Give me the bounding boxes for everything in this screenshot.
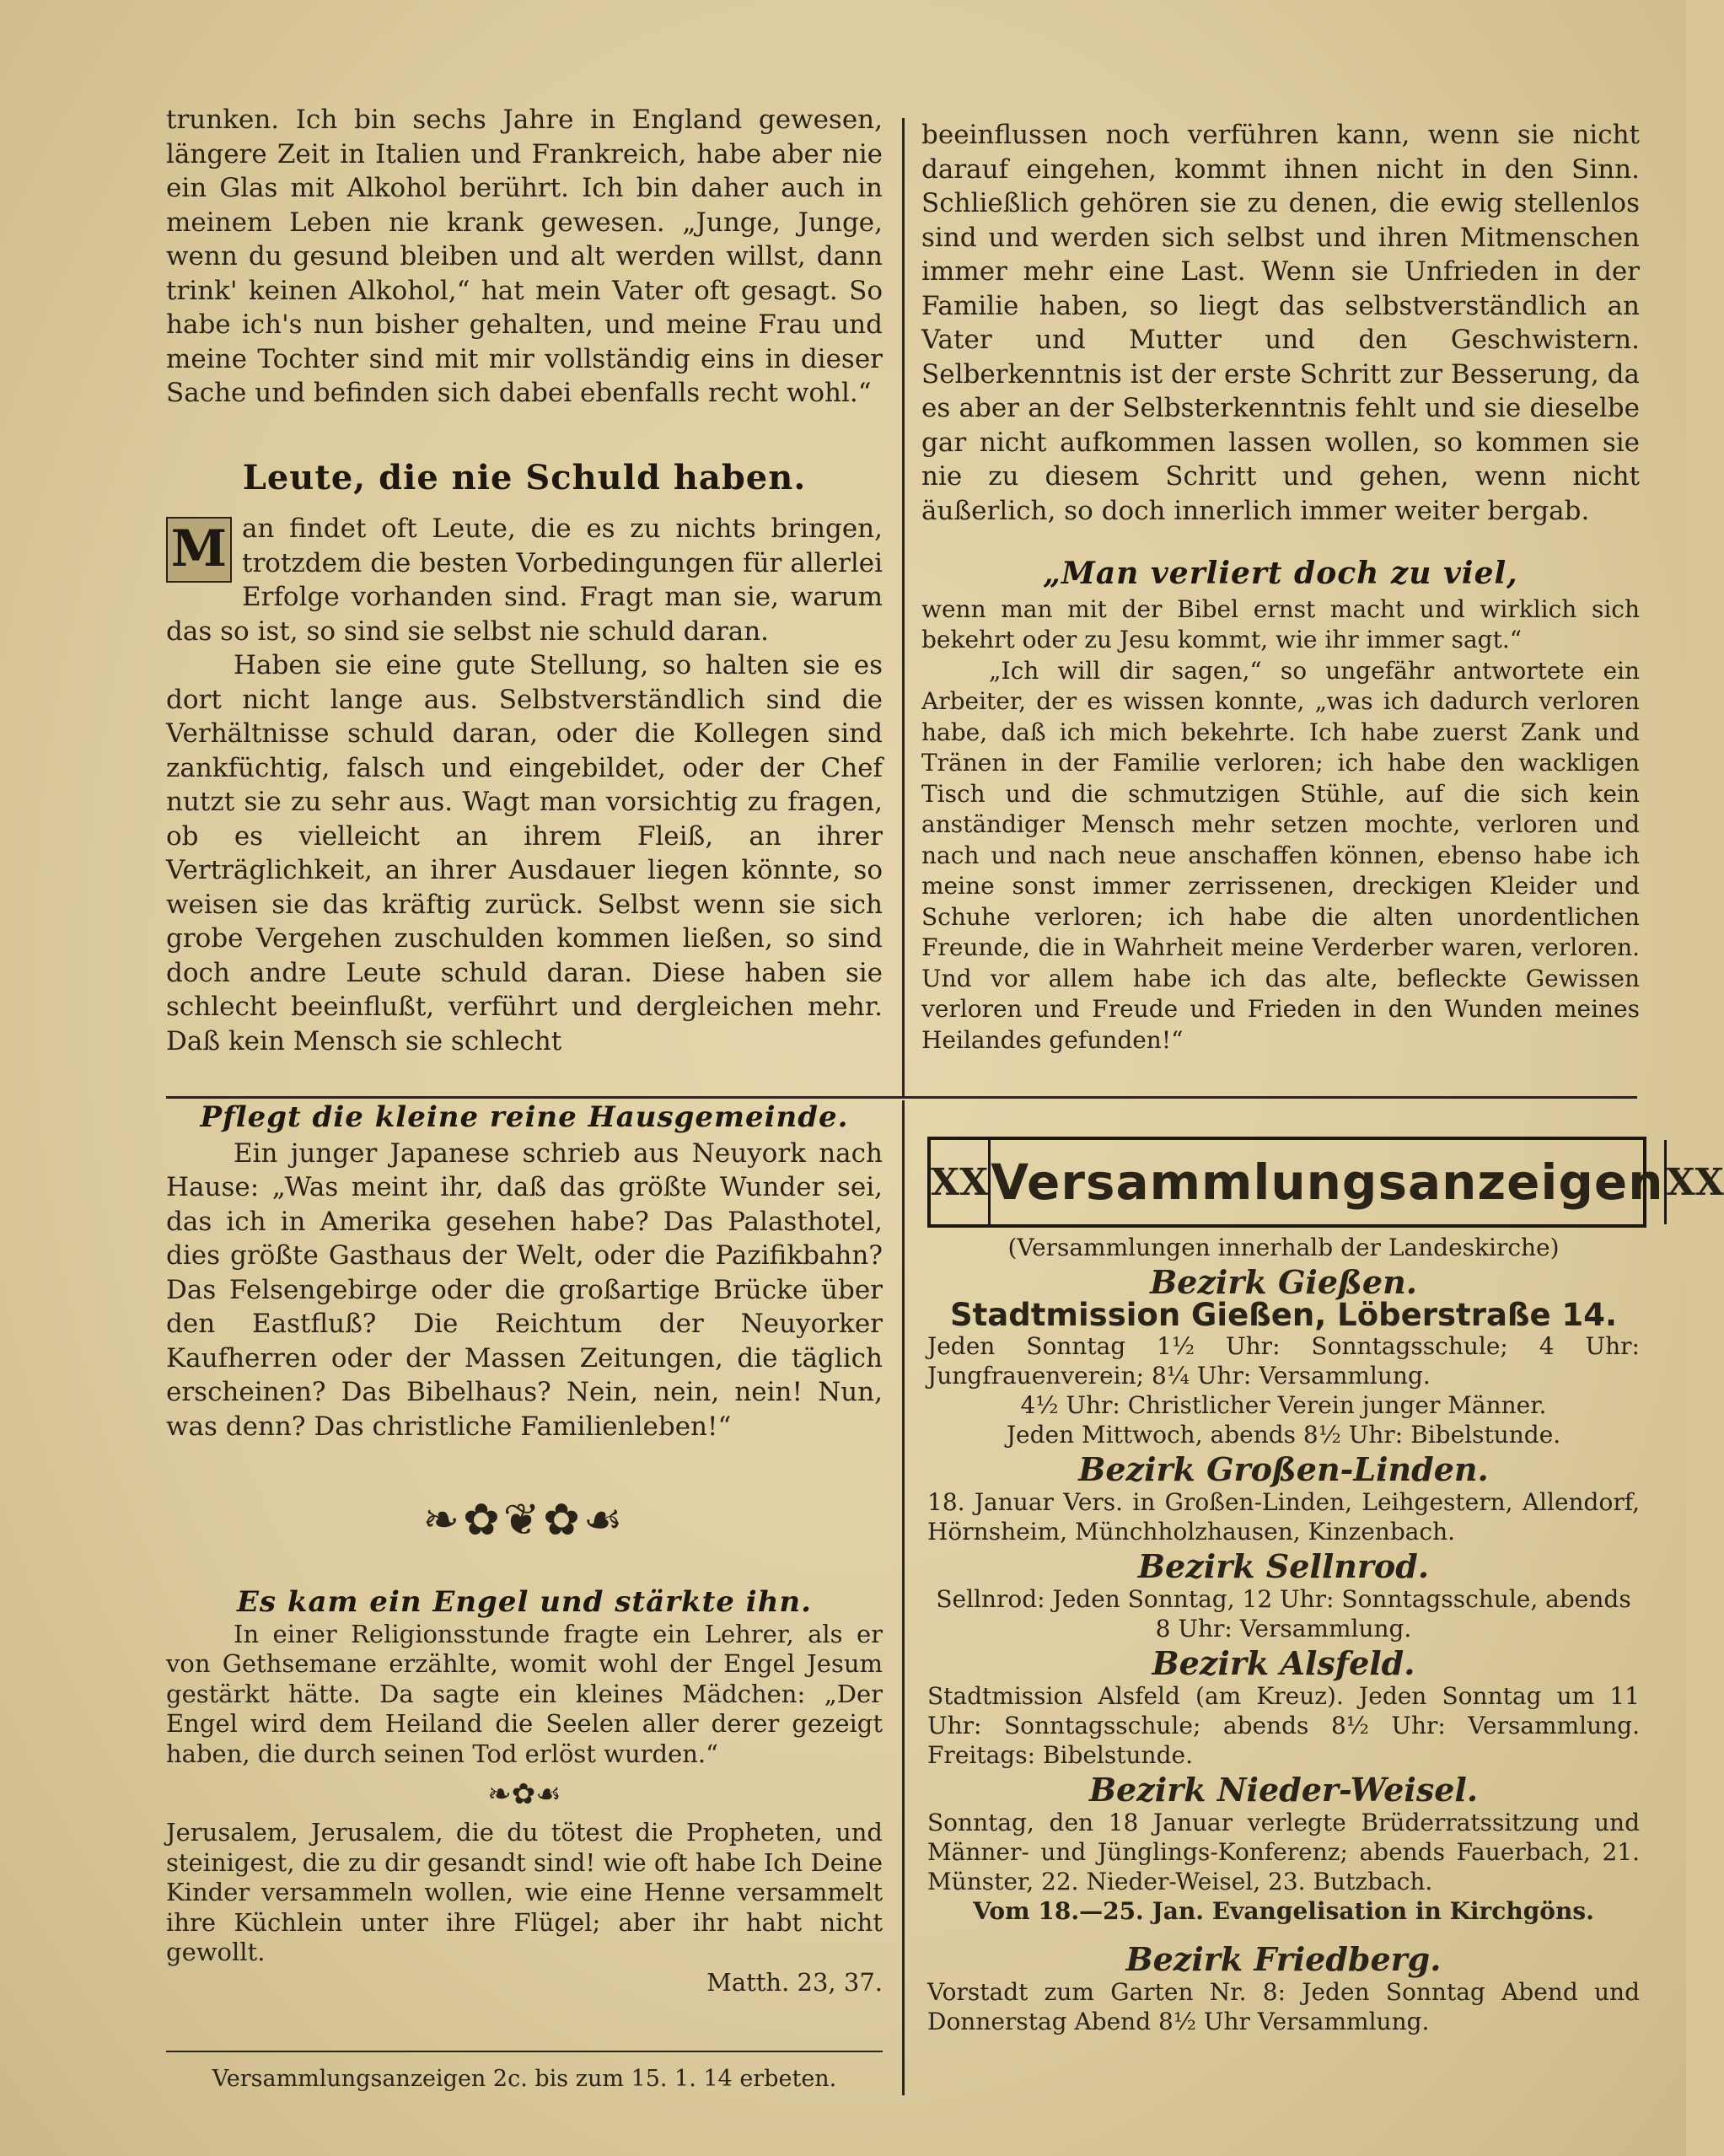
announcements-subtitle: (Versammlungen innerhalb der Landeskirche) xyxy=(1007,1234,1560,1261)
district-friedberg xyxy=(927,1940,1640,2036)
column-rule-bottom xyxy=(902,1100,905,2095)
pflegt-paragraph: Ein junger Japanese schrieb aus Neuyork nach Hause: „Was meint ihr, daß das größte Wunder sei, das ich in Amerika gesehen habe? Das Palasthotel, dies größte Gasthaus der Welt, oder die Pazifikbahn? Das Felsengebirge oder die großartige Brücke über den Eastfluß? Die Reichtum der Neuyorker Kaufherren oder der Massen Zeitungen, die täglich erscheinen? Das Bibelhaus? Nein, nein, nein! Nun, was denn? Das christliche Familienleben!“ xyxy=(166,1137,883,1442)
left-top-column xyxy=(166,103,883,1058)
district-title-giessen: Bezirk Gießen. xyxy=(1150,1263,1417,1301)
announcements-banner xyxy=(927,1137,1724,1228)
article-title-verliert: „Man verliert doch zu viel, xyxy=(1043,556,1518,591)
alsfeld-line-1: Stadtmission Alsfeld (am Kreuz). Jeden Sonntag um 11 Uhr: Sonntagsschule; abends 8½ Uhr: Versammlung. Freitags: Bibelstunde. xyxy=(927,1682,1640,1769)
jerusalem-text: Jerusalem, Jerusalem, die du tötest die Propheten, und steinigest, die zu dir gesandt sind! wie oft habe Ich Deine Kinder versammeln wollen, wie eine Henne versammelt ihre Küchlein unter ihre Flügel; aber ihr habt nicht gewollt. xyxy=(166,1818,883,1966)
district-title-nieder-weisel: Bezirk Nieder-Weisel. xyxy=(1088,1771,1479,1809)
footer-note: Versammlungsanzeigen 2c. bis zum 15. 1. 14 erbeten. xyxy=(212,2066,837,2092)
giessen-line-3: Jeden Mittwoch, abends 8½ Uhr: Bibelstunde. xyxy=(1006,1421,1561,1449)
district-title-grossen-linden: Bezirk Großen-Linden. xyxy=(1078,1450,1489,1488)
district-title-sellnrod: Bezirk Sellnrod. xyxy=(1137,1547,1430,1585)
left-bottom-column xyxy=(166,1100,883,1997)
jerusalem-reference: Matth. 23, 37. xyxy=(706,1967,883,1997)
article-verliert xyxy=(921,594,1640,1056)
footer-rule xyxy=(166,2051,883,2052)
banner-ornament-right: ⅩⅩ xyxy=(1664,1140,1724,1224)
district-sellnrod xyxy=(927,1547,1640,1643)
giessen-line-1: Jeden Sonntag 1½ Uhr: Sonntagsschule; 4 Uhr: Jungfrauenverein; 8¼ Uhr: Versammlung. xyxy=(927,1332,1640,1390)
engel-paragraph: In einer Religionsstunde fragte ein Lehrer, als er von Gethsemane erzählte, womit wohl der Engel Jesum gestärkt hätte. Da sagte ein kleines Mädchen: „Der Engel wird dem Heiland die Seelen aller derer gezeigt haben, die durch seinen Tod erlöst wurden.“ xyxy=(166,1619,883,1768)
article-title-pflegt: Pflegt die kleine reine Hausgemeinde. xyxy=(200,1100,849,1134)
leute-paragraph-1: an findet oft Leute, die es zu nichts bringen, trotzdem die besten Vorbedingungen für allerlei Erfolge vorhanden sind. Fragt man sie, warum das so ist, so sind sie selbst nie schuld daran. xyxy=(166,513,883,647)
sellnrod-line-1: Sellnrod: Jeden Sonntag, 12 Uhr: Sonntagsschule, abends 8 Uhr: Versammlung. xyxy=(936,1585,1631,1643)
flourish-ornament-small: ❧✿☙ xyxy=(487,1777,561,1811)
grossen-linden-line-1: 18. Januar Vers. in Großen-Linden, Leihgestern, Allendorf, Hörnsheim, Münchholzhausen, Kinzenbach. xyxy=(927,1488,1640,1546)
article-leute xyxy=(166,512,883,1058)
verliert-paragraph-1: wenn man mit der Bibel ernst macht und wirklich sich bekehrt oder zu Jesu kommt, wie ihr immer sagt.“ xyxy=(921,594,1640,653)
drop-cap: M xyxy=(166,517,232,583)
banner-ornament-left: ⅩⅩ xyxy=(931,1140,991,1224)
announcements-list xyxy=(927,1233,1640,2036)
alcohol-paragraph: trunken. Ich bin sechs Jahre in England gewesen, längere Zeit in Italien und Frankreich, habe aber nie ein Glas mit Alkohol berührt. Ich bin daher auch in meinem Leben nie krank gewesen. „Junge, Junge, wenn du gesund bleiben und alt werden willst, dann trink' keinen Alkohol,“ hat mein Vater oft gesagt. So habe ich's nun bisher gehalten, und meine Frau und meine Tochter sind mit mir vollständig eins in dieser Sache und befinden sich dabei ebenfalls recht wohl.“ xyxy=(166,105,883,408)
giessen-line-2: 4½ Uhr: Christlicher Verein junger Männer. xyxy=(1020,1391,1547,1419)
column-rule-top xyxy=(902,118,905,1096)
district-title-alsfeld: Bezirk Alsfeld. xyxy=(1152,1644,1415,1682)
jerusalem-quote xyxy=(166,1818,883,1997)
district-grossen-linden xyxy=(927,1450,1640,1546)
district-giessen xyxy=(927,1263,1640,1449)
announcements-title: Versammlungsanzeigen xyxy=(991,1153,1664,1211)
article-title-leute: Leute, die nie Schuld haben. xyxy=(242,457,807,497)
giessen-place: Stadtmission Gießen, Löberstraße 14. xyxy=(949,1297,1618,1333)
leute-paragraph-2: Haben sie eine gute Stellung, so halten sie es dort nicht lange aus. Selbstverständlich sind die Verhältnisse schuld daran, oder die Kollegen sind zankfüchtig, falsch und eingebildet, oder der Chef nutzt sie zu sehr aus. Wagt man vorsichtig zu fragen, ob es vielleicht an ihrem Fleiß, an ihrer Verträglichkeit, an ihrer Ausdauer liegen könnte, so weisen sie das kräftig zurück. Selbst wenn sie sich grobe Vergehen zuschulden kommen ließen, so sind doch andre Leute schuld daran. Diese haben sie schlecht beeinflußt, verführt und dergleichen mehr. Daß kein Mensch sie schlecht xyxy=(166,650,883,1056)
friedberg-line-1: Vorstadt zum Garten Nr. 8: Jeden Sonntag Abend und Donnerstag Abend 8½ Uhr Versammlung. xyxy=(927,1978,1640,2035)
nieder-weisel-line-2: Vom 18.—25. Jan. Evangelisation in Kirchgöns. xyxy=(973,1897,1594,1925)
article-title-engel: Es kam ein Engel und stärkte ihn. xyxy=(237,1585,812,1619)
right-top-column xyxy=(921,118,1640,1056)
leute-continued-paragraph: beeinflussen noch verführen kann, wenn sie nicht darauf eingehen, kommt ihnen nicht in den Sinn. Schließlich gehören sie zu denen, die ewig stellenlos sind und werden sich selbst und ihren Mitmenschen immer mehr eine Last. Wenn sie Unfrieden in der Familie haben, so liegt das selbstverständlich an Vater und Mutter und den Geschwistern. Selberkenntnis ist der erste Schritt zur Besserung, da es aber an der Selbsterkenntnis fehlt und sie dieselbe gar nicht aufkommen lassen wollen, so kommen sie nie zu diesem Schritt und gehen, wenn nicht äußerlich, so doch innerlich immer weiter bergab. xyxy=(921,120,1640,526)
district-nieder-weisel xyxy=(927,1771,1640,1926)
horizontal-rule xyxy=(166,1096,1637,1099)
verliert-paragraph-2: „Ich will dir sagen,“ so ungefähr antwortete ein Arbeiter, der es wissen konnte, „was ich dadurch verloren habe, daß ich mich bekehrte. Ich habe zuerst Zank und Tränen in der Familie verloren; ich habe den wackligen Tisch und die schmutzigen Stühle, auf die sich kein anständiger Mensch mehr setzen mochte, verloren und nach und nach neue anschaffen können, ebenso habe ich meine sonst immer zerrissenen, dreckigen Kleider und Schuhe verloren; ich habe die alten unordentlichen Freunde, die in Wahrheit meine Verderber waren, verloren. Und vor allem habe ich das alte, befleckte Gewissen verloren und Freude und Frieden in den Wunden meines Heilandes gefunden!“ xyxy=(921,656,1640,1054)
district-title-friedberg: Bezirk Friedberg. xyxy=(1125,1940,1442,1978)
nieder-weisel-line-1: Sonntag, den 18 Januar verlegte Brüderratssitzung und Männer- und Jünglings-Konferenz; abends Fauerbach, 21. Münster, 22. Nieder-Weisel, 23. Butzbach. xyxy=(927,1809,1640,1895)
flourish-ornament-large: ❧✿❦✿☙ xyxy=(422,1495,626,1546)
district-alsfeld xyxy=(927,1644,1640,1770)
